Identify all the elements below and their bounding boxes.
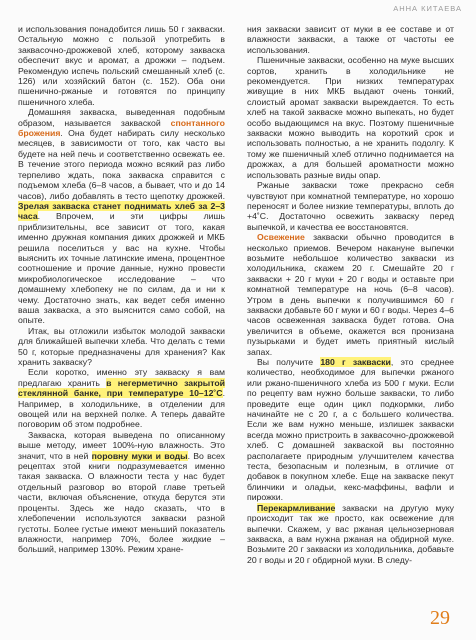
- term-spontaneous-fermentation: спонтанного брожения: [18, 117, 225, 139]
- term-refeeding: Перекармливание: [257, 502, 336, 513]
- right-column: [247, 24, 454, 565]
- paragraph: Пшеничные закваски, особенно на муке высших сортов, хранить в холодильнике не рекомендуется. При низких температурах живущие в них МКБ выдают очень тонкий, слоистый аромат закваски выреждается. То есть хлеб на такой закваске можно выпекать, но будет особо выдающимся на вкус. Поэтому пшеничные закваски можно выводить на короткий срок и использовать полностью, а не хранить подолгу. К тому же пшеничный хлеб отлично поднимается на дрожжах, а для большей ароматности можно использовать разные виды опар.: [247, 55, 454, 180]
- paragraph: Закваска, которая выведена по описанному выше методу, имеет 100%-ную влажность. Это значит, что в ней поровну муки и воды. Во всех рецептах этой книги подразумевается именно такая закваска. О влажности теста у нас будет отдельный разговор во второй главе третьей части, включая объяснение, откуда берутся эти проценты. Здесь же надо сказать, что в хлебопечении используются закваски разной густоты. Более густые имеют меньший показатель влажности, например 70%, более жидкие – больший, например 130%. Режим хране-: [18, 429, 225, 555]
- highlight-equal-flour-water: поровну муки и воды: [91, 450, 188, 461]
- paragraph: Итак, вы отложили избыток молодой закваски для ближайшей выпечки хлеба. Что делать с теми 50 г, которые предназначены для хранения? Как хранить закваску?: [18, 325, 225, 367]
- paragraph: ния закваски зависит от муки в ее составе и от влажности закваски, а также от частоты ее использования.: [247, 24, 454, 55]
- highlight-mature-starter: Зрелая закваска станет поднимать хлеб за 2–3 часа: [18, 200, 225, 222]
- term-refreshing: Освежение: [257, 232, 305, 243]
- page-number: 29: [430, 607, 450, 629]
- paragraph: Если коротко, именно эту закваску я вам предлагаю хранить в негерметично закрытой стеклянной банке, при температуре 10–12˚С. Например, в холодильнике, в отделении для овощей или на верхней полке. А теперь давайте поговорим об этом подробнее.: [18, 367, 225, 430]
- left-column: [18, 24, 225, 555]
- highlight-storage-jar: в негерметично закрытой стеклянной банке, при температуре 10–12˚С: [18, 377, 225, 399]
- running-header-author: АННА КИТАЕВА: [393, 4, 462, 13]
- paragraph: Вы получите 180 г закваски, это среднее количество, необходимое для выпечки ржаного или ржано-пшеничного хлеба из 500 г муки. Если по рецепту вам нужно больше закваски, то либо проведите еще один цикл подкормки, либо начинайте не с 20 г, а с большего количества. Если же вам нужно меньше, излишек закваски всегда можно пристроить в заквасочно-дрожжевой хлеб. С домашней закваской вы постоянно располагаете природным улучшителем качества теста, безопасным и полезным, в отличие от добавок в покупном хлебе. Еще на закваске пекут блинчики и оладьи, кекс-маффины, вафли и пирожки.: [247, 357, 454, 503]
- highlight-180g: 180 г закваски: [320, 357, 391, 367]
- paragraph: Освежение закваски обычно проводится в несколько приемов. Вечером накануне выпечки возьмите небольшое количество закваски из холодильника, скажем 20 г. Смешайте 20 г закваски + 20 г муки + 20 г воды и оставьте при комнатной температуре на ночь (6–8 часов). Утром в день выпечки к получившимся 60 г закваски добавьте 60 г муки и 60 г воды. Через 4–6 часов освеженная закваска будет готова. Она увеличится в объеме, окажется вся пронизана пузырьками и будет иметь приятный кислый запах.: [247, 232, 454, 357]
- paragraph: Ржаные закваски тоже прекрасно себя чувствуют при комнатной температуре, но хорошо переносят и более низкие температуры, вплоть до +4˚С. Достаточно освежить закваску перед выпечкой, и качества ее восстановятся.: [247, 180, 454, 232]
- paragraph: и использования понадобится лишь 50 г закваски. Остальную можно с пользой употребить в заквасочно-дрожжевой хлеб, которому закваска обеспечит вкус и аромат, а дрожжи – подъем. Рекомендую испечь польский смешанный хлеб (с. 126) или хозяйский батон (с. 152). Оба они пшенично-ржаные и готовятся по принципу пшеничного хлеба.: [18, 24, 225, 107]
- paragraph: Перекармливание закваски на другую муку происходит так же просто, как освежение для выпечки. Скажем, у вас ржаная цельнозерновая закваска, а вам нужна ржаная на обдирной муке. Возьмите 20 г закваски из холодильника, добавьте 20 г воды и 20 г обдирной муки. В следу-: [247, 502, 454, 565]
- page-header: [0, 0, 476, 24]
- paragraph: Домашняя закваска, выведенная подобным образом, называется закваской спонтанного брожения. Она будет набирать силу несколько месяцев, в зависимости от того, как часто вы будете на ней печь и соответственно освежать ее. В течение этого периода можно всякий раз либо терпеливо ждать, пока закваска справится с подъемом хлеба (6–8 часов, а бывает, что и до 14 часов), либо добавлять в тесто щепотку дрожжей. Зрелая закваска станет поднимать хлеб за 2–3 часа. Впрочем, и эти цифры лишь приблизительны, все зависит от того, какая именно дружная компания диких дрожжей и МКБ решила поселиться у вас на кухне. Чтобы выяснить их точные латинские имена, процентное соотношение и прочие данные, нужно провести микробиологическое исследование – что домашнему хлебопеку не по силам, да и ни к чему. Достаточно знать, как ведет себя именно ваша закваска, а это выяснится само собой, на опыте.: [18, 107, 225, 326]
